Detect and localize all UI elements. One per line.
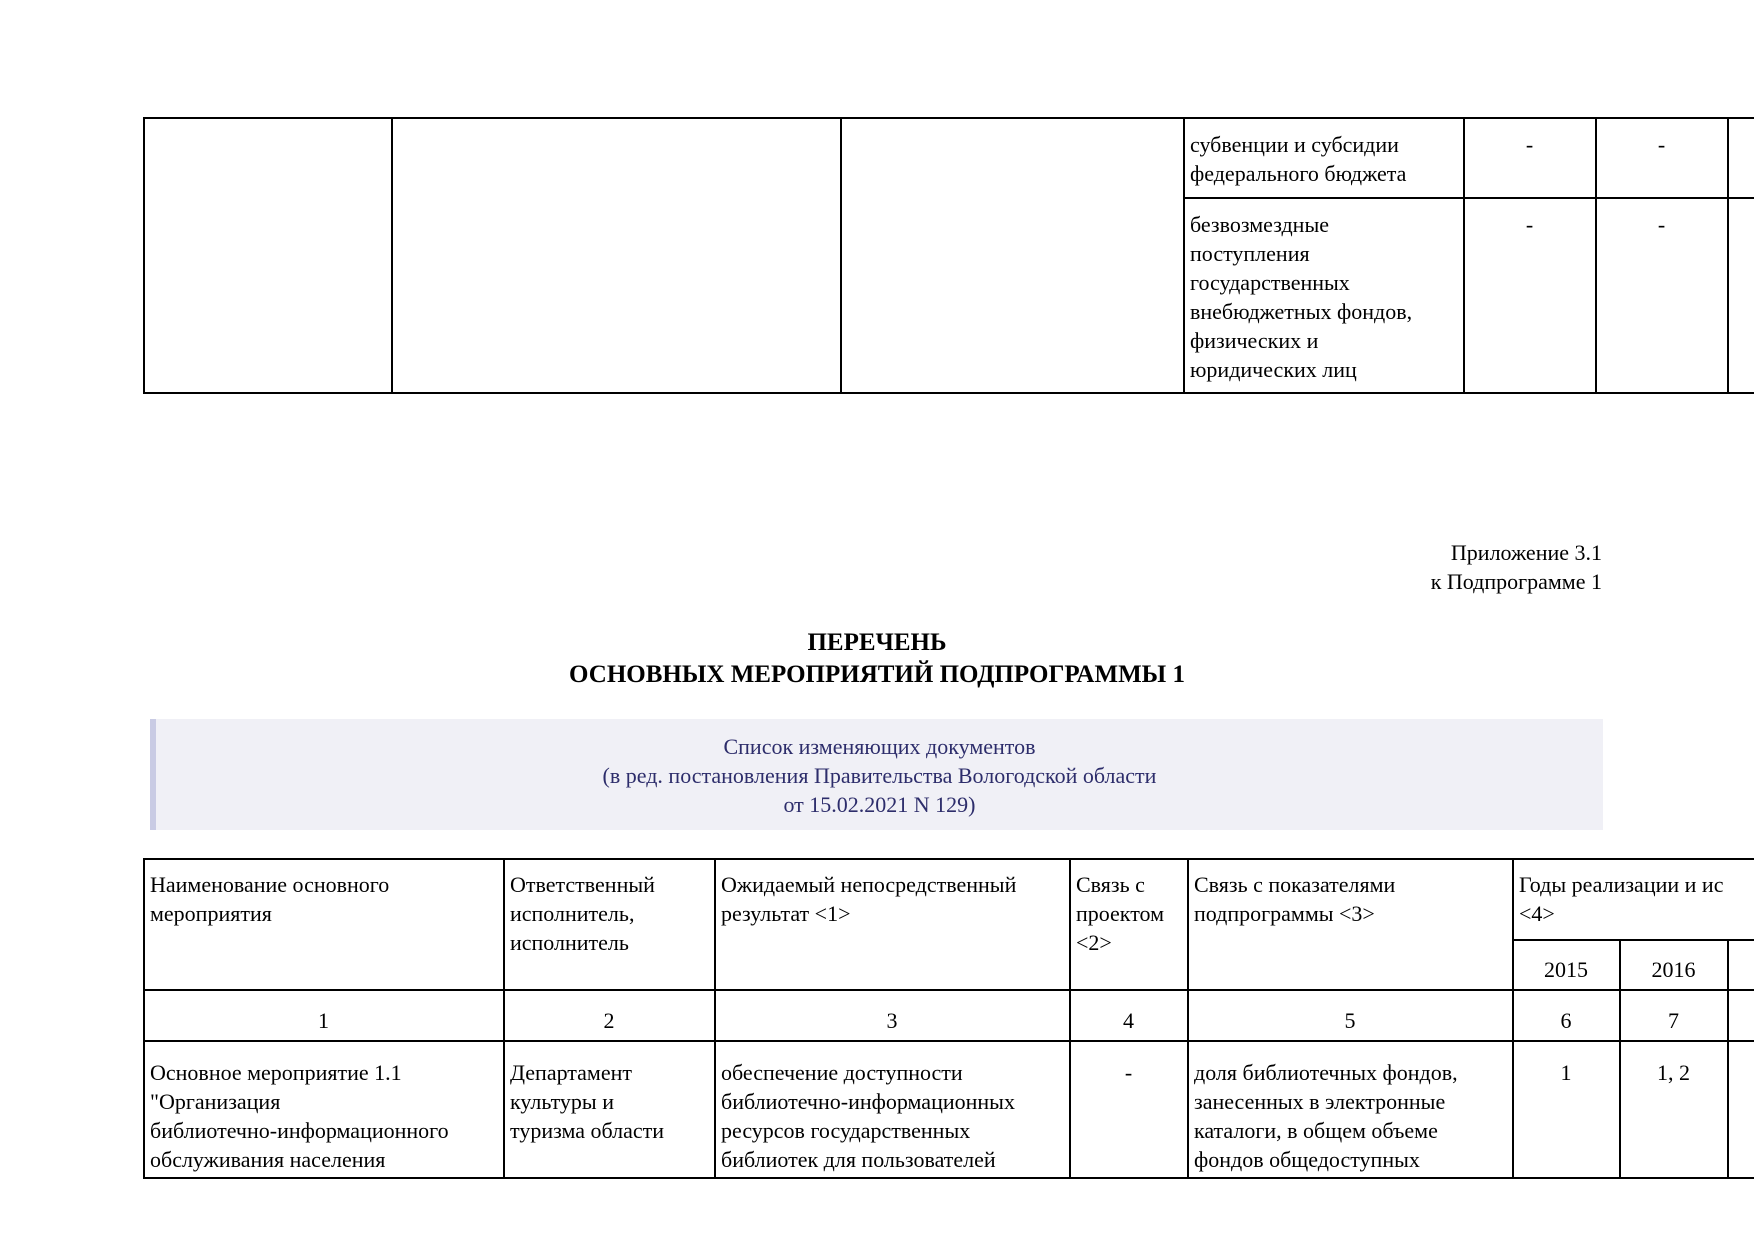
page-title <box>0 627 1754 691</box>
column-number: 5 <box>1344 1008 1356 1033</box>
main-table-years-divider <box>1512 939 1754 941</box>
funding-source-extrabudgetary: безвозмездные поступления государственных внебюджетных фондов, физических и юридических лиц <box>1190 212 1413 382</box>
row1-project: - <box>1124 1060 1133 1085</box>
header-year-2016: 2016 <box>1651 957 1696 982</box>
title-line2: ОСНОВНЫХ МЕРОПРИЯТИЙ ПОДПРОГРАММЫ 1 <box>569 661 1185 688</box>
top-table-col-line <box>1727 117 1729 393</box>
column-number: 7 <box>1668 1008 1679 1033</box>
header-name: Наименование основного мероприятия <box>150 872 390 926</box>
column-number: 1 <box>318 1008 329 1033</box>
top-table-border-top <box>143 117 1754 119</box>
top-table-col-line <box>391 117 393 393</box>
row1-result: обеспечение доступности библиотечно-информационных ресурсов государственных библиотек для пользователей <box>721 1060 1015 1172</box>
top-table-border-bottom <box>143 392 1754 394</box>
amending-documents-box <box>150 719 1603 830</box>
funding-value: - <box>1657 212 1666 237</box>
funding-source-federal: субвенции и субсидии федерального бюджета <box>1190 132 1407 186</box>
row1-year-2015: 1 <box>1560 1060 1572 1085</box>
row1-name: Основное мероприятие 1.1 "Организация библиотечно-информационного обслуживания населения <box>150 1060 449 1172</box>
row1-indicators: доля библиотечных фондов, занесенных в электронные каталоги, в общем объеме фондов общедоступных <box>1194 1060 1458 1172</box>
top-table-col-line <box>143 117 145 393</box>
column-number: 6 <box>1560 1008 1572 1033</box>
annex-line2: к Подпрограмме 1 <box>1430 569 1602 594</box>
header-result: Ожидаемый непосредственный результат <1> <box>721 872 1017 926</box>
header-project: Связь с проектом <2> <box>1076 872 1165 955</box>
top-table-col-line <box>840 117 842 393</box>
funding-value: - <box>1657 132 1666 157</box>
funding-value: - <box>1525 132 1534 157</box>
row1-executor: Департамент культуры и туризма области <box>510 1060 665 1143</box>
funding-value: - <box>1525 212 1534 237</box>
header-years: Годы реализации и ис <4> <box>1519 872 1724 926</box>
title-line1: ПЕРЕЧЕНЬ <box>807 629 947 656</box>
main-table-col-line <box>1727 939 1729 1178</box>
header-indicators: Связь с показателями подпрограммы <3> <box>1194 872 1396 926</box>
header-executor: Ответственный исполнитель, исполнитель <box>510 872 655 955</box>
top-table-row-divider <box>1183 197 1754 199</box>
annex-line1: Приложение 3.1 <box>1450 540 1602 565</box>
changes-date: от 15.02.2021 N 129) <box>783 792 976 817</box>
row1-year-2016: 1, 2 <box>1657 1060 1690 1085</box>
column-number: 2 <box>603 1008 615 1033</box>
changes-heading: Список изменяющих документов <box>723 734 1036 759</box>
column-number: 4 <box>1123 1008 1134 1033</box>
header-year-2015: 2015 <box>1544 957 1588 982</box>
column-number: 3 <box>886 1008 898 1033</box>
annex-reference <box>1431 538 1602 596</box>
changes-reference[interactable]: (в ред. постановления Правительства Вологодской области <box>602 763 1157 788</box>
